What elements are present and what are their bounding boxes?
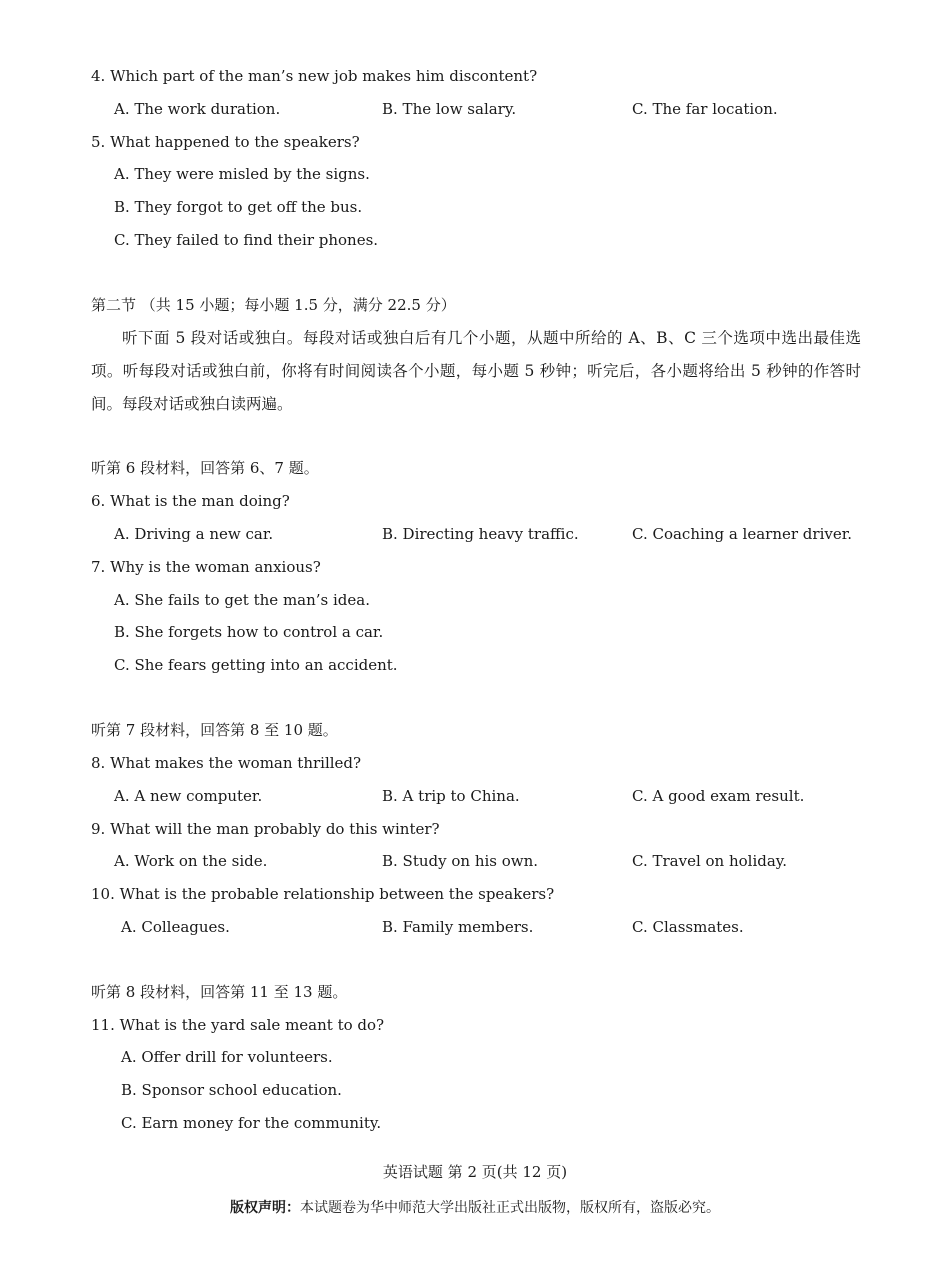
question-10-option-b: B. Family members. [382, 918, 534, 936]
question-10-option-a: A. Colleagues. [121, 918, 230, 936]
section-2-instructions: 听下面 5 段对话或独白。每段对话或独白后有几个小题，从题中所给的 A、B、C 三个选项中选出最佳选项。听每段对话或独白前，你将有时间阅读各个小题，每小题 5 秒钟；听完后，各小题将给出 5 秒钟的作答时间。每段对话或独白读两遍。 [91, 329, 861, 413]
question-10-stem: 10. What is the probable relationship between the speakers? [91, 885, 555, 903]
question-9-option-c: C. Travel on holiday. [632, 852, 788, 870]
question-7-option-a: A. She fails to get the man’s idea. [114, 591, 370, 609]
question-10-option-c: C. Classmates. [632, 918, 744, 936]
question-5-option-b: B. They forgot to get off the bus. [114, 198, 363, 216]
question-5-option-c: C. They failed to find their phones. [114, 231, 379, 249]
question-8-stem: 8. What makes the woman thrilled? [91, 754, 362, 772]
question-6-option-c: C. Coaching a learner driver. [632, 525, 853, 543]
question-4-option-a: A. The work duration. [114, 100, 281, 118]
question-6-option-b: B. Directing heavy traffic. [382, 525, 579, 543]
question-4-option-c: C. The far location. [632, 100, 778, 118]
question-9-stem: 9. What will the man probably do this winter? [91, 820, 440, 838]
question-5-option-a: A. They were misled by the signs. [114, 165, 370, 183]
copyright-text: 本试题卷为华中师范大学出版社正式出版物，版权所有，盗版必究。 [300, 1200, 720, 1216]
question-9-option-a: A. Work on the side. [114, 852, 268, 870]
page-footer: 英语试题 第 2 页(共 12 页) [382, 1163, 568, 1181]
question-11-option-b: B. Sponsor school education. [121, 1081, 342, 1099]
question-9-option-b: B. Study on his own. [382, 852, 539, 870]
question-7-option-c: C. She fears getting into an accident. [114, 656, 398, 674]
question-8-option-b: B. A trip to China. [382, 787, 520, 805]
group-8-heading: 听第 8 段材料，回答第 11 至 13 题。 [91, 983, 348, 1001]
group-7-heading: 听第 7 段材料，回答第 8 至 10 题。 [91, 721, 338, 739]
question-11-option-c: C. Earn money for the community. [121, 1114, 382, 1132]
question-11-stem: 11. What is the yard sale meant to do? [91, 1016, 385, 1034]
question-5-stem: 5. What happened to the speakers? [91, 133, 360, 151]
question-7-stem: 7. Why is the woman anxious? [91, 558, 321, 576]
question-7-option-b: B. She forgets how to control a car. [114, 623, 384, 641]
copyright-label: 版权声明： [230, 1200, 300, 1216]
question-6-stem: 6. What is the man doing? [91, 492, 290, 510]
question-11-option-a: A. Offer drill for volunteers. [121, 1048, 333, 1066]
copyright-notice [0, 1197, 950, 1217]
section-2-title: 第二节 （共 15 小题；每小题 1.5 分，满分 22.5 分） [91, 296, 456, 314]
question-6-option-a: A. Driving a new car. [114, 525, 274, 543]
question-4-stem: 4. Which part of the man’s new job makes him discontent? [91, 67, 538, 85]
question-8-option-a: A. A new computer. [114, 787, 263, 805]
question-4-option-b: B. The low salary. [382, 100, 517, 118]
question-8-option-c: C. A good exam result. [632, 787, 805, 805]
group-6-heading: 听第 6 段材料，回答第 6、7 题。 [91, 459, 319, 477]
